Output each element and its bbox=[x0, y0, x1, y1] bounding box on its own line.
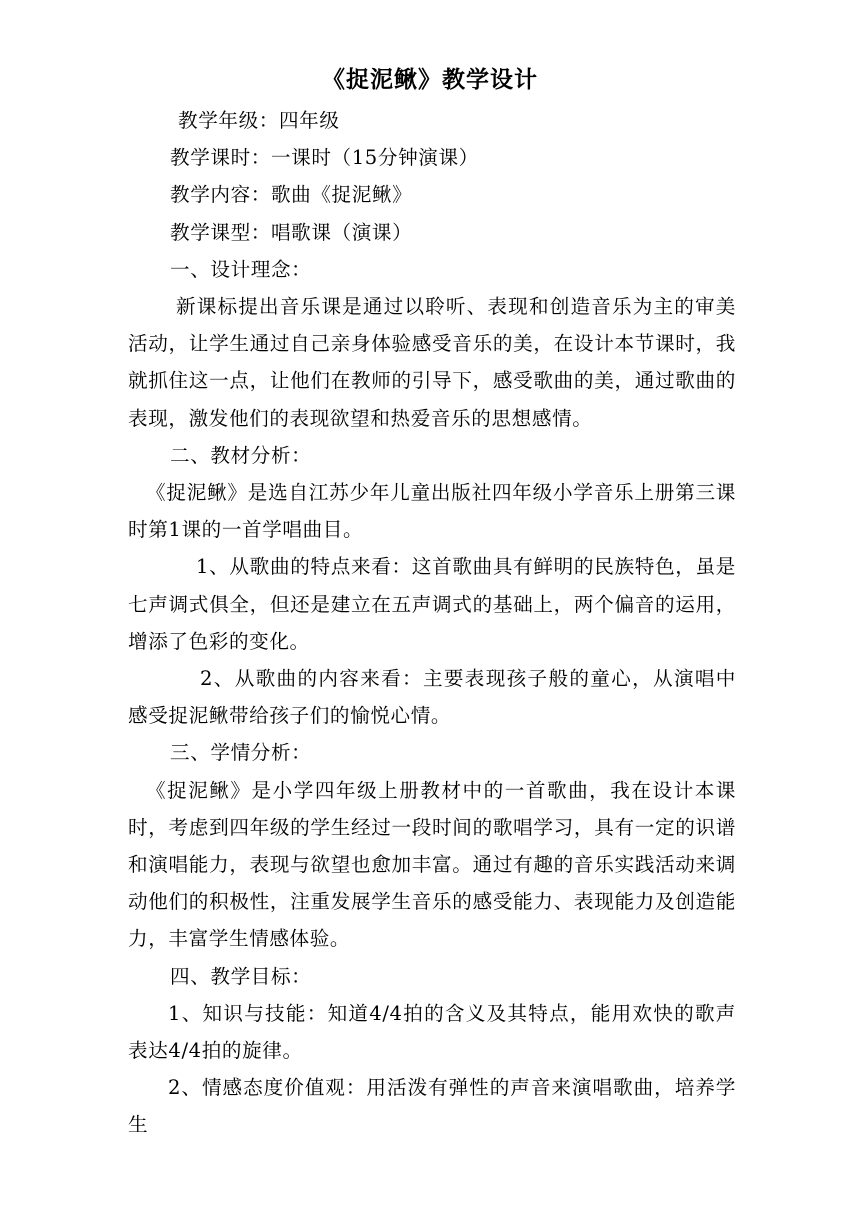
meta-hours: 教学课时：一课时（15分钟演课） bbox=[170, 146, 479, 170]
meta-content: 教学内容：歌曲《捉泥鳅》 bbox=[170, 183, 413, 207]
document-title: 《捉泥鳅》教学设计 bbox=[322, 67, 538, 93]
document-body bbox=[128, 102, 736, 1144]
section-heading-design-concept: 一、设计理念： bbox=[170, 257, 312, 281]
meta-type: 教学课型：唱歌课（演课） bbox=[170, 220, 413, 244]
paragraph-song-content: 2、从歌曲的内容来看：主要表现孩子般的童心，从演唱中感受捉泥鳅带给孩子们的愉悦心情。 bbox=[128, 667, 736, 728]
paragraph-design-concept: 新课标提出音乐课是通过以聆听、表现和创造音乐为主的审美活动，让学生通过自己亲身体验感受音乐的美，在设计本节课时，我就抓住这一点，让他们在教师的引导下，感受歌曲的美，通过歌曲的表现，激发他们的表现欲望和热爱音乐的思想感情。 bbox=[128, 295, 736, 430]
paragraph-song-features: 1、从歌曲的特点来看：这首歌曲具有鲜明的民族特色，虽是七声调式俱全，但还是建立在五声调式的基础上，两个偏音的运用，增添了色彩的变化。 bbox=[128, 555, 736, 653]
paragraph-material-analysis: 《捉泥鳅》是选自江苏少年儿童出版社四年级小学音乐上册第三课时第1课的一首学唱曲目。 bbox=[128, 481, 736, 542]
section-heading-teaching-goals: 四、教学目标： bbox=[170, 964, 312, 988]
paragraph-goal-knowledge: 1、知识与技能：知道4/4拍的含义及其特点，能用欢快的歌声表达4/4拍的旋律。 bbox=[128, 1001, 736, 1063]
paragraph-goal-emotion: 2、情感态度价值观：用活泼有弹性的声音来演唱歌曲，培养学生 bbox=[128, 1076, 736, 1137]
section-heading-material-analysis: 二、教材分析： bbox=[170, 443, 312, 467]
section-heading-student-analysis: 三、学情分析： bbox=[170, 741, 312, 765]
meta-grade: 教学年级：四年级 bbox=[178, 109, 340, 132]
paragraph-student-analysis: 《捉泥鳅》是小学四年级上册教材中的一首歌曲，我在设计本课时，考虑到四年级的学生经过一段时间的歌唱学习，具有一定的识谱和演唱能力，表现与欲望也愈加丰富。通过有趣的音乐实践活动来调动他们的积极性，注重发展学生音乐的感受能力、表现能力及创造能力，丰富学生情感体验。 bbox=[128, 778, 736, 951]
